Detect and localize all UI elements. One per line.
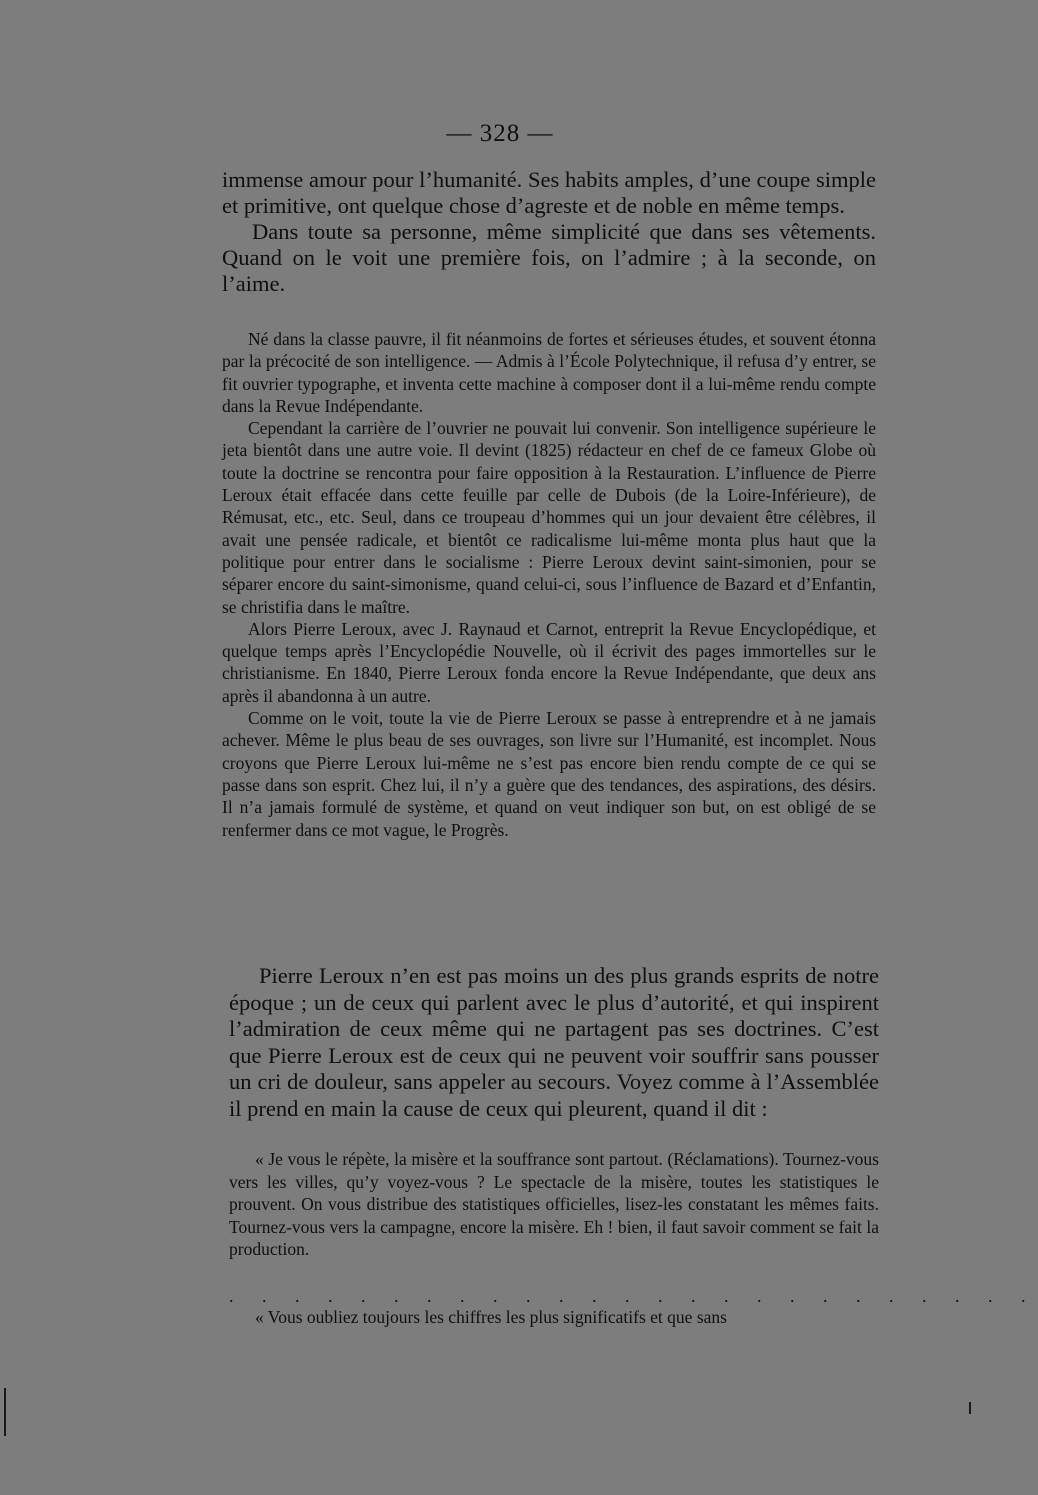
biography-text: [222, 328, 876, 841]
paragraph: Pierre Leroux n’en est pas moins un des plus grands esprits de notre époque ; un de ceux qui parlent avec le plus d’autorité, et qui inspirent l’admiration de ceux même qui ne partagent pas ses doctrines. C’est que Pierre Leroux est de ceux qui ne peuvent voir souffrir sans pousser un cri de douleur, sans appeler au secours. Voyez comme à l’Assemblée il prend en main la cause de ceux qui pleurent, quand il dit :: [229, 963, 879, 1121]
quotation: [229, 1148, 879, 1261]
intro-text: [222, 167, 876, 297]
paragraph: Comme on le voit, toute la vie de Pierre Leroux se passe à entreprendre et à ne jamais achever. Même le plus beau de ses ouvrages, son livre sur l’Humanité, est incomplet. Nous croyons que Pierre Leroux lui-même ne s’est pas encore bien rendu compte de ce qui se passe dans son esprit. Chez lui, il n’y a guère que des tendances, des aspirations, des désirs. Il n’a jamais formulé de système, et quand on veut indiquer son but, on est obligé de se renfermer dans ce mot vague, le Progrès.: [222, 708, 876, 840]
quotation-continued: « Vous oubliez toujours les chiffres les plus significatifs et que sans: [255, 1307, 727, 1327]
paragraph: Né dans la classe pauvre, il fit néanmoins de fortes et sérieuses études, et souvent étonna par la précocité de son intelligence. — Admis à l’École Polytechnique, il refusa d’y entrer, se fit ouvrier typographe, et inventa cette machine à composer dont il a lui-même rendu compte dans la Revue Indépendante.: [222, 329, 876, 416]
paragraph: Alors Pierre Leroux, avec J. Raynaud et Carnot, entreprit la Revue Encyclopédique, et quelque temps après l’Encyclopédie Nouvelle, où il écrivit des pages immortelles sur le christianisme. En 1840, Pierre Leroux fonda encore la Revue Indépendante, que deux ans après il abandonna à un autre.: [222, 618, 876, 706]
ellipsis-dots: . . . . . . . . . . . . . . . . . . . . . . . . .: [229, 1286, 1038, 1306]
paragraph: immense amour pour l’humanité. Ses habits amples, d’une coupe simple et primitive, ont quelque chose d’agreste et de noble en même temps.: [222, 167, 876, 218]
paragraph: « Je vous le répète, la misère et la souffrance sont partout. (Réclamations). Tournez-vous vers les villes, qu’y voyez-vous ? Le spectacle de la misère, toutes les statistiques le prouvent. On vous distribue des statistiques officielles, lisez-les constatant les mêmes faits. Tournez-vous vers la campagne, encore la misère. Eh ! bien, il faut savoir comment se fait la production.: [229, 1149, 879, 1259]
paragraph: Dans toute sa personne, même simplicité que dans ses vêtements. Quand on le voit une première fois, on l’admire ; à la seconde, on l’aime.: [222, 219, 876, 296]
paragraph: Cependant la carrière de l’ouvrier ne pouvait lui convenir. Son intelligence supérieure le jeta bientôt dans une autre voie. Il devint (1825) rédacteur en chef de ce fameux Globe où toute la doctrine se rencontra pour faire opposition à la Restauration. L’influence de Pierre Leroux était effacée dans cette feuille par celle de Dubois (de la Loire-Inférieure), de Rémusat, etc., etc. Seul, dans ce troupeau d’hommes qui un jour devaient être célèbres, il avait une pensée radicale, et bientôt ce radicalisme lui-même monta plus haut que la politique pour entrer dans le socialisme : Pierre Leroux devint saint-simonien, pour se séparer encore du saint-simonisme, quand celui-ci, sous l’influence de Bazard et d’Enfantin, se christifia dans le maître.: [222, 418, 876, 617]
main-text: [229, 963, 879, 1122]
scan-speck: [4, 1388, 6, 1436]
scan-speck: [969, 1402, 971, 1414]
page-number: — 328 —: [446, 120, 554, 147]
